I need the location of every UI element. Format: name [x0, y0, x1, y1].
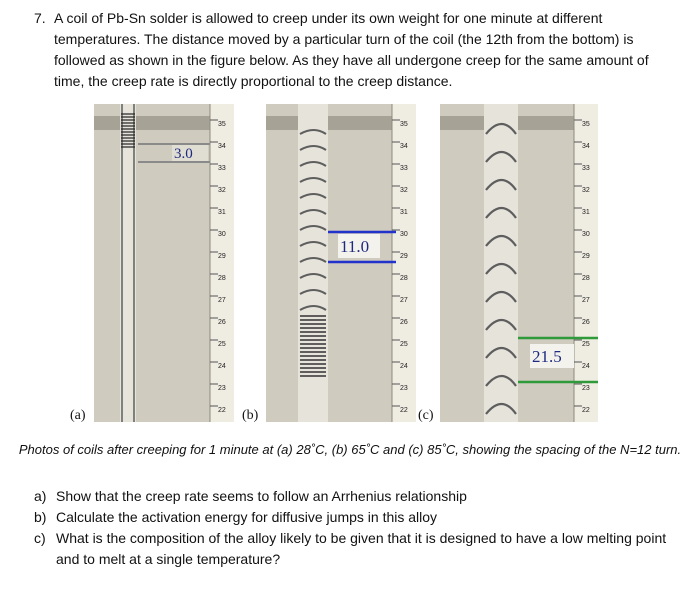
photo-panel-a	[94, 104, 234, 422]
part-c-text: What is the composition of the alloy likely to be given that it is designed to have a low melting point and to melt at a single temperature?	[56, 530, 667, 567]
part-c	[34, 528, 674, 570]
figure-caption: Photos of coils after creeping for 1 minute at (a) 28˚C, (b) 65˚C and (c) 85˚C, showing the spacing of the N=12 turn.	[18, 442, 682, 457]
part-a-label: a)	[34, 488, 47, 504]
question-text: A coil of Pb-Sn solder is allowed to creep under its own weight for one minute at different temperatures. The distance moved by a particular turn of the coil (the 12th from the bottom) is followed as shown in the figure below. As they have all undergone creep for the same amount of time, the creep rate is directly proportional to the creep distance.	[54, 10, 649, 89]
question-parts	[34, 486, 674, 570]
photo-panel-b	[266, 104, 416, 422]
part-b-label: b)	[34, 509, 47, 525]
panel-label-a: (a)	[70, 408, 86, 423]
part-c-label: c)	[34, 530, 46, 546]
measurement-label-a: 3.0	[174, 146, 193, 162]
measurement-label-b: 11.0	[340, 237, 370, 256]
scale-ticks-c: 35 34 33 32 31 30 29 28 27 26 25 24 23 22	[582, 121, 590, 414]
photo-panel-c	[440, 104, 598, 422]
creep-figure	[70, 104, 614, 428]
panel-label-c: (c)	[418, 408, 434, 423]
part-a	[34, 486, 674, 507]
part-b-text: Calculate the activation energy for diffusive jumps in this alloy	[56, 509, 438, 525]
part-b	[34, 507, 674, 528]
measurement-label-c: 21.5	[532, 347, 562, 366]
question-block	[34, 8, 664, 92]
scale-ticks-b: 35 34 33 32 31 30 29 28 27 26 25 24 23 22	[400, 121, 408, 414]
scale-ticks-a: 35 34 33 32 31 30 29 28 27 26 25 24 23 22	[218, 121, 226, 414]
question-number: 7.	[34, 10, 46, 26]
panel-label-b: (b)	[242, 408, 259, 423]
part-a-text: Show that the creep rate seems to follow an Arrhenius relationship	[56, 488, 467, 504]
